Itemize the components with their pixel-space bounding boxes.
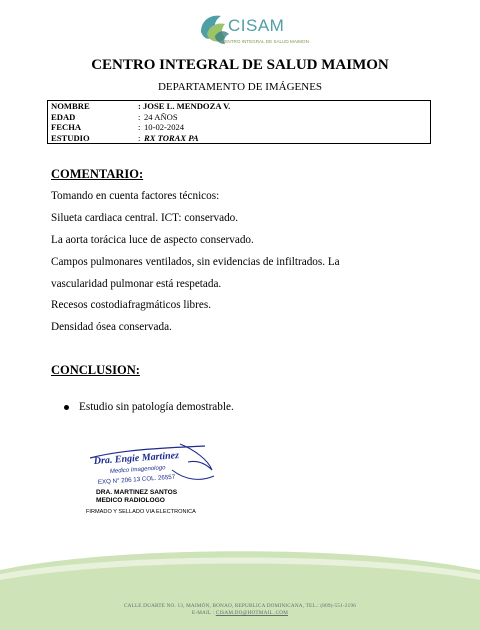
conclusion-item: Estudio sin patología demostrable.: [79, 401, 234, 413]
stamp-ids: EXQ N° 206 13 COL. 26557: [97, 473, 176, 486]
doctor-name: DRA. MARTINEZ SANTOS: [96, 489, 178, 496]
footer-email-link[interactable]: CISAM.DO@HOTMAIL .COM: [215, 610, 289, 616]
name-value: : JOSE L. MENDOZA V.: [138, 101, 231, 111]
doctor-name-block: [96, 489, 177, 505]
logo-subtitle: CENTRO INTEGRAL DE SALUD MAIMON: [221, 39, 309, 44]
comentario-line: vascularidad pulmonar está respetada.: [51, 278, 222, 290]
bullet-icon: [64, 405, 69, 410]
patient-study-row: ESTUDIO : RX TORAX PA: [51, 132, 199, 143]
stamp-title: Medico Imagenologo: [109, 465, 166, 475]
study-value: RX TORAX PA: [144, 132, 199, 143]
footer-address: CALLE DUARTE NO. 13, MAIMÓN, BONAO, REPUBLICA DOMINICANA, TEL.: (809)-551-2196: [123, 603, 357, 609]
comentario-line: Silueta cardiaca central. ICT: conservado.: [51, 212, 239, 224]
signature-stamp-icon: [80, 440, 220, 490]
footer-wave-decoration: [0, 540, 480, 630]
doctor-title: MEDICO RADIOLOGO: [96, 497, 165, 504]
footer-email-line: [0, 610, 480, 616]
patient-age-row: EDAD : 24 AÑOS: [51, 111, 178, 122]
comentario-line: La aorta torácica luce de aspecto conservado.: [51, 234, 254, 246]
patient-info-box: [47, 100, 431, 144]
signature-note: FIRMADO Y SELLADO VIA ELECTRONICA: [86, 509, 196, 515]
age-label: EDAD: [51, 111, 76, 122]
department-name: DEPARTAMENTO DE IMÁGENES: [157, 81, 323, 93]
footer-email-label: E-MAIL :: [191, 610, 215, 616]
date-label: FECHA: [51, 122, 82, 132]
conclusion-heading: CONCLUSION:: [51, 363, 140, 377]
date-value: 10-02-2024: [144, 122, 185, 132]
comentario-line: Campos pulmonares ventilados, sin evidencias de infiltrados. La: [51, 256, 340, 268]
stamp-name: Dra. Engie Martinez: [93, 450, 180, 467]
patient-date-row: FECHA : 10-02-2024: [51, 122, 185, 132]
study-label: ESTUDIO: [51, 132, 90, 143]
comentario-line: Tomando en cuenta factores técnicos:: [51, 190, 220, 202]
comentario-line: Densidad ósea conservada.: [51, 321, 172, 333]
name-label: NOMBRE: [51, 101, 90, 111]
report-title: CENTRO INTEGRAL DE SALUD MAIMON: [91, 57, 389, 73]
logo-wordmark: CISAM: [228, 16, 285, 35]
patient-name-row: [51, 101, 230, 111]
age-value: 24 AÑOS: [144, 111, 178, 122]
comentario-heading: COMENTARIO:: [51, 167, 144, 181]
comentario-line: Recesos costodiafragmáticos libres.: [51, 299, 211, 311]
